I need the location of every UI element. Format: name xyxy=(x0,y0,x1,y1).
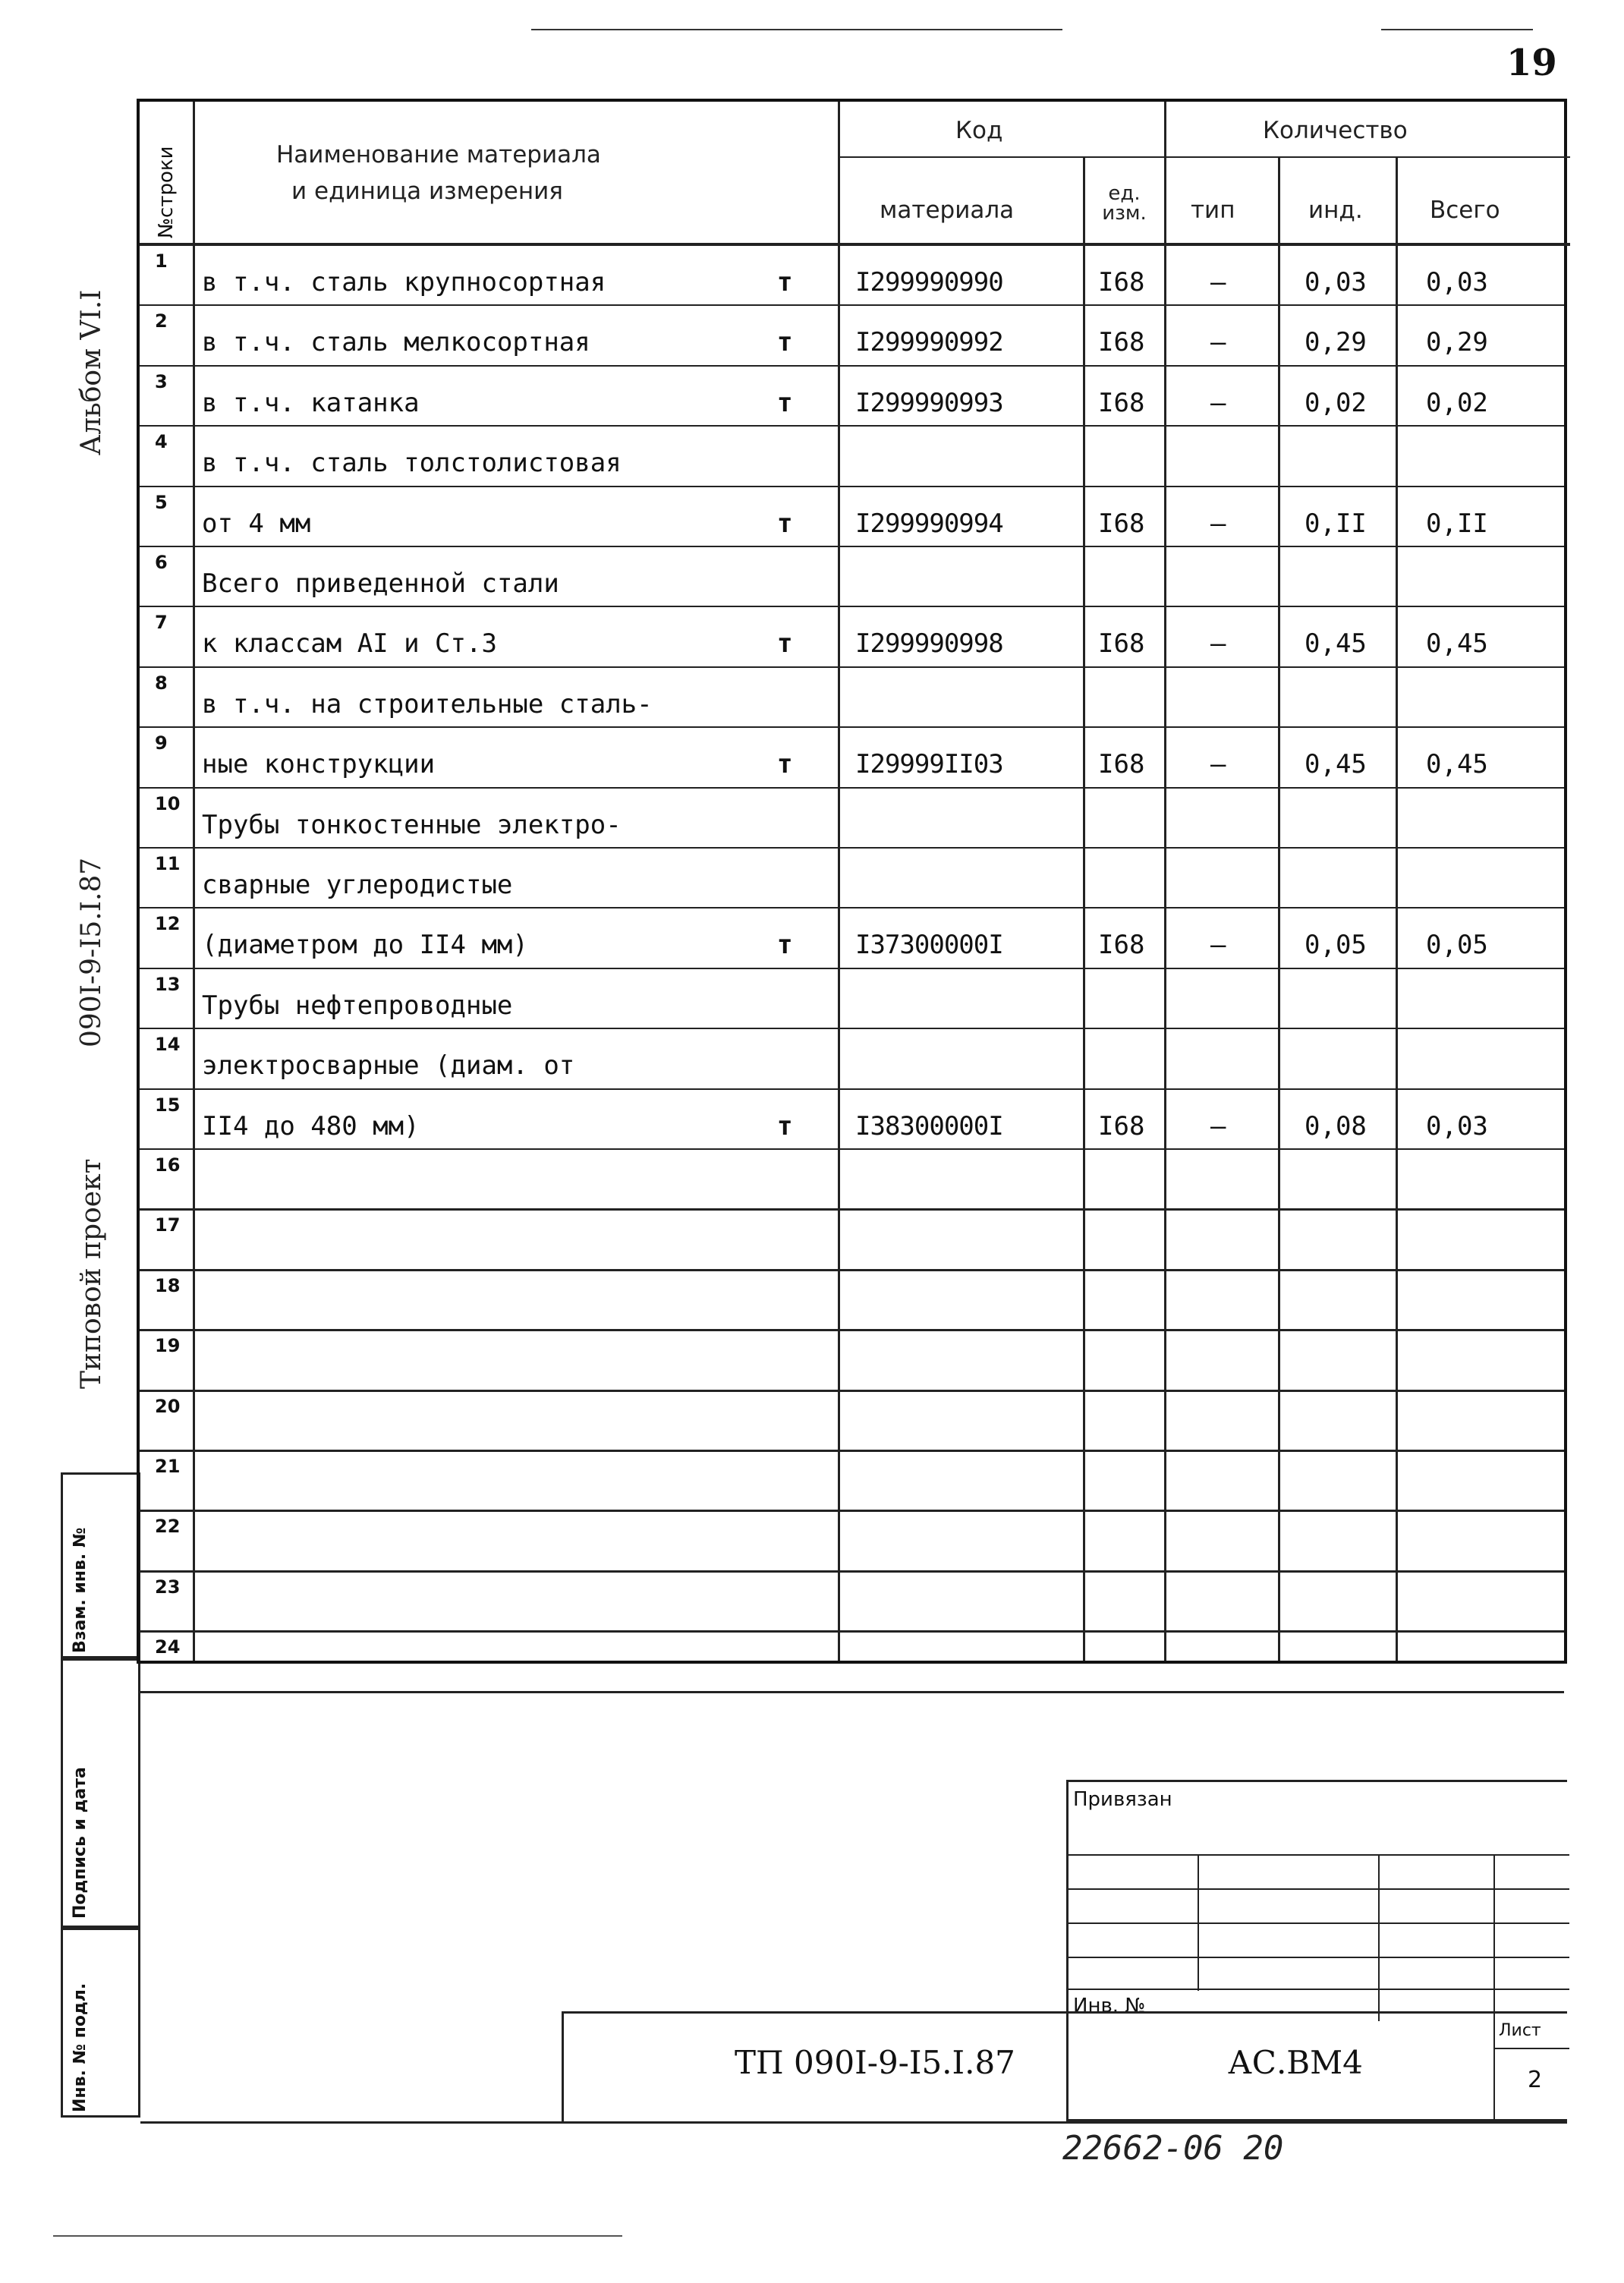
qty-type: – xyxy=(1210,930,1226,961)
material-code: I299990998 xyxy=(855,628,1003,660)
material-name: II4 до 480 мм) xyxy=(202,1110,420,1142)
table-row xyxy=(140,728,1564,788)
unit-code: I68 xyxy=(1098,930,1145,961)
material-code: I299990990 xyxy=(855,267,1003,298)
bottom-rule xyxy=(53,2235,622,2237)
unit-mark: т xyxy=(777,267,793,298)
qty-total: 0,03 xyxy=(1426,1110,1488,1142)
table-row xyxy=(140,1271,1564,1330)
tb-vline xyxy=(1493,1854,1495,2021)
row-number: 9 xyxy=(155,732,168,754)
qty-type: – xyxy=(1210,1110,1226,1142)
sheet-label: Лист xyxy=(1499,2021,1541,2040)
table-row xyxy=(140,1572,1564,1632)
row-number: 5 xyxy=(155,491,168,513)
code-header: Код xyxy=(955,117,1003,144)
material-code: I299990994 xyxy=(855,508,1003,539)
footer-inventory-number: 22662-06 20 xyxy=(1062,2129,1284,2168)
doc-code: ТП 090I-9-I5.I.87 xyxy=(735,2044,1015,2081)
row-divider xyxy=(140,1691,1564,1693)
material-name: в т.ч. сталь мелкосортная xyxy=(202,327,590,358)
qty-ind: 0,05 xyxy=(1305,930,1367,961)
privyazan-label: Привязан xyxy=(1073,1788,1172,1811)
table-row xyxy=(140,789,1564,849)
qty-total: 0,29 xyxy=(1426,327,1488,358)
qty-total: 0,II xyxy=(1426,508,1488,539)
vzam-inv-label: Взам. инв. № xyxy=(71,1527,90,1653)
qty-ind: 0,45 xyxy=(1305,749,1367,780)
code-material-header: материала xyxy=(880,197,1015,224)
material-code: I38300000I xyxy=(855,1110,1003,1142)
qty-total: 0,02 xyxy=(1426,387,1488,418)
project-type-label: Типовой проект xyxy=(76,1158,107,1389)
material-name: Трубы тонкостенные электро- xyxy=(202,809,622,840)
row-number: 23 xyxy=(155,1576,181,1598)
table-row xyxy=(140,607,1564,667)
name-header-2: и единица измерения xyxy=(291,178,563,205)
row-number-header: №строки xyxy=(155,146,178,238)
qty-type: – xyxy=(1210,387,1226,418)
qty-ind: 0,03 xyxy=(1305,267,1367,298)
qty-total: 0,05 xyxy=(1426,930,1488,961)
qty-type-header: тип xyxy=(1191,197,1235,224)
unit-mark: т xyxy=(777,1110,793,1142)
material-name: в т.ч. сталь крупносортная xyxy=(202,267,606,298)
podpis-label: Подпись и дата xyxy=(71,1767,90,1919)
row-number: 18 xyxy=(155,1274,181,1296)
qty-type: – xyxy=(1210,628,1226,660)
table-row xyxy=(140,1210,1564,1270)
row-number: 20 xyxy=(155,1395,181,1417)
materials-table xyxy=(137,99,1567,1664)
table-row xyxy=(140,427,1564,487)
table-row xyxy=(140,969,1564,1029)
row-number: 22 xyxy=(155,1516,181,1538)
tb-vline xyxy=(1198,1854,1199,1991)
unit-mark: т xyxy=(777,327,793,358)
material-code: I299990992 xyxy=(855,327,1003,358)
row-number: 14 xyxy=(155,1034,181,1056)
qty-type: – xyxy=(1210,749,1226,780)
material-name: ные конструкции xyxy=(202,749,436,780)
qty-type: – xyxy=(1210,508,1226,539)
quantity-header: Количество xyxy=(1263,117,1408,144)
inv-podl-box xyxy=(61,1928,140,2118)
material-name: сварные углеродистые xyxy=(202,870,513,900)
stamp-main xyxy=(562,2011,1567,2121)
sheet-divider xyxy=(1493,2014,1495,2124)
table-row xyxy=(140,1090,1564,1150)
header-divider xyxy=(838,156,1570,158)
qty-ind: 0,II xyxy=(1305,508,1367,539)
row-number: 2 xyxy=(155,310,168,332)
material-name: Всего приведенной стали xyxy=(202,568,559,599)
table-row xyxy=(140,1391,1564,1451)
table-row xyxy=(140,1330,1564,1390)
unit-mark: т xyxy=(777,508,793,539)
table-row xyxy=(140,246,1564,306)
material-name: к классам AI и Ст.3 xyxy=(202,628,497,660)
material-name: электросварные (диам. от xyxy=(202,1050,575,1082)
table-row xyxy=(140,849,1564,908)
qty-type: – xyxy=(1210,327,1226,358)
unit-mark: т xyxy=(777,387,793,418)
row-number: 16 xyxy=(155,1154,181,1176)
page-number: 19 xyxy=(1506,42,1557,84)
table-row xyxy=(140,668,1564,728)
unit-code: I68 xyxy=(1098,1110,1145,1142)
name-header-1: Наименование материала xyxy=(276,141,601,168)
row-number: 6 xyxy=(155,552,168,573)
sheet-line xyxy=(1493,2048,1569,2049)
qty-total-header: Всего xyxy=(1430,197,1500,224)
row-number: 1 xyxy=(155,250,168,272)
qty-total: 0,03 xyxy=(1426,267,1488,298)
unit-mark: т xyxy=(777,628,793,660)
material-code: I37300000I xyxy=(855,930,1003,961)
table-row xyxy=(140,547,1564,607)
material-name: в т.ч. сталь толстолистовая xyxy=(202,448,622,479)
unit-code: I68 xyxy=(1098,628,1145,660)
table-row xyxy=(140,1632,1564,1692)
table-row xyxy=(140,1451,1564,1511)
qty-ind: 0,29 xyxy=(1305,327,1367,358)
material-name: Трубы нефтепроводные xyxy=(202,990,513,1021)
inv-podl-label: Инв. № подл. xyxy=(71,1982,90,2112)
row-number: 3 xyxy=(155,370,168,392)
qty-ind: 0,08 xyxy=(1305,1110,1367,1142)
unit-code: I68 xyxy=(1098,387,1145,418)
album-label: Альбом VI.I xyxy=(76,289,107,455)
row-number: 11 xyxy=(155,853,181,874)
code-unit-header: ед. изм. xyxy=(1102,182,1147,225)
table-row xyxy=(140,1029,1564,1089)
row-number: 19 xyxy=(155,1335,181,1357)
qty-ind-header: инд. xyxy=(1308,197,1363,224)
material-name: от 4 мм xyxy=(202,508,311,539)
table-row xyxy=(140,1150,1564,1210)
top-rule xyxy=(531,29,1062,30)
material-name: в т.ч. катанка xyxy=(202,387,420,418)
row-number: 17 xyxy=(155,1214,181,1236)
row-number: 15 xyxy=(155,1094,181,1116)
unit-code: I68 xyxy=(1098,749,1145,780)
sheet-number: 2 xyxy=(1528,2067,1543,2093)
qty-total: 0,45 xyxy=(1426,628,1488,660)
material-code: I29999II03 xyxy=(855,749,1003,780)
inv-no-label: Инв. № xyxy=(1073,1995,1146,2017)
doc-mark: АС.ВМ4 xyxy=(1228,2044,1363,2081)
frame-bottom xyxy=(140,2121,1567,2124)
material-name: в т.ч. на строительные сталь- xyxy=(202,688,653,720)
row-number: 13 xyxy=(155,973,181,995)
vzam-inv-box xyxy=(61,1472,140,1658)
qty-total: 0,45 xyxy=(1426,749,1488,780)
top-rule-right xyxy=(1381,29,1533,30)
unit-mark: т xyxy=(777,749,793,780)
qty-ind: 0,02 xyxy=(1305,387,1367,418)
row-number: 21 xyxy=(155,1456,181,1477)
qty-type: – xyxy=(1210,267,1226,298)
table-row xyxy=(140,908,1564,968)
unit-mark: т xyxy=(777,930,793,961)
row-number: 10 xyxy=(155,792,181,814)
row-number: 4 xyxy=(155,431,168,453)
table-row xyxy=(140,1511,1564,1571)
unit-code: I68 xyxy=(1098,267,1145,298)
row-number: 24 xyxy=(155,1636,181,1658)
row-number: 12 xyxy=(155,913,181,935)
qty-ind: 0,45 xyxy=(1305,628,1367,660)
tb-vline xyxy=(1378,1854,1380,2021)
table-row xyxy=(140,487,1564,547)
row-number: 7 xyxy=(155,612,168,634)
project-code-label: 090I-9-I5.I.87 xyxy=(76,857,107,1047)
material-name: (диаметром до II4 мм) xyxy=(202,930,528,961)
podpis-box xyxy=(61,1658,140,1928)
unit-code: I68 xyxy=(1098,327,1145,358)
table-row xyxy=(140,367,1564,427)
unit-code: I68 xyxy=(1098,508,1145,539)
row-number: 8 xyxy=(155,672,168,694)
material-code: I299990993 xyxy=(855,387,1003,418)
table-row xyxy=(140,306,1564,366)
